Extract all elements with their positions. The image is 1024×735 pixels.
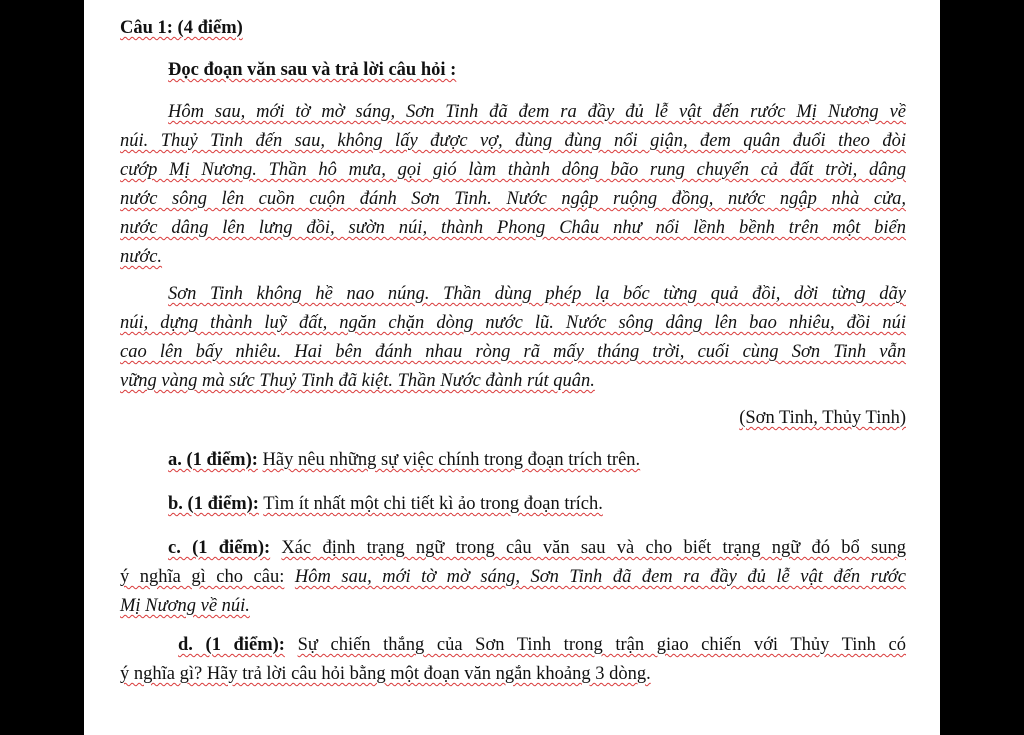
passage-line: nước dâng lên lưng đồi, sườn núi, thành Phong Châu như nổi lềnh bềnh trên một biển: [120, 218, 906, 238]
part-c-text: Xác định trạng ngữ trong câu văn sau và cho biết trạng ngữ đó bổ sung: [281, 538, 906, 558]
part-b: [120, 490, 906, 519]
passage-source: (Sơn Tinh, Thủy Tinh): [739, 408, 906, 428]
passage-line: Hôm sau, mới tờ mờ sáng, Sơn Tinh đã đem ra đầy đủ lễ vật đến rước Mị Nương về: [168, 102, 906, 122]
part-a-text: Hãy nêu những sự việc chính trong đoạn trích trên.: [262, 450, 641, 470]
part-b-text: Tìm ít nhất một chi tiết kì ảo trong đoạn trích.: [263, 494, 603, 514]
part-d-line-2: ý nghĩa gì? Hãy trả lời câu hỏi bằng một đoạn văn ngắn khoảng 3 dòng.: [120, 664, 651, 684]
question-title: Câu 1: (4 điểm): [120, 18, 243, 38]
passage-line: Sơn Tinh không hề nao núng. Thần dùng phép lạ bốc từng quả đồi, dời từng dãy: [168, 284, 906, 304]
passage-line: núi. Thuỷ Tinh đến sau, không lấy được vợ, đùng đùng nổi giận, đem quân đuổi theo đòi: [120, 131, 906, 151]
passage-line: nước sông lên cuồn cuộn đánh Sơn Tinh. Nước ngập ruộng đồng, nước ngập nhà cửa,: [120, 189, 906, 209]
part-c-quote: Hôm sau, mới tờ mờ sáng, Sơn Tinh đã đem ra đầy đủ lễ vật đến rước: [294, 567, 907, 587]
part-c-quote-end: Mị Nương về núi.: [120, 596, 250, 616]
part-d-line-1: [120, 631, 906, 660]
passage-line: nước.: [120, 247, 163, 267]
instruction: Đọc đoạn văn sau và trả lời câu hỏi :: [168, 60, 457, 80]
passage-line: vững vàng mà sức Thuỷ Tinh đã kiệt. Thần Nước đành rút quân.: [120, 371, 595, 391]
part-d-text: Sự chiến thắng của Sơn Tinh trong trận giao chiến với Thủy Tinh có: [297, 635, 907, 655]
passage-line: cướp Mị Nương. Thần hô mưa, gọi gió làm thành dông bão rung chuyển cả đất trời, dâng: [120, 160, 906, 180]
part-c: [120, 534, 906, 621]
part-c-text-2: ý nghĩa gì cho câu:: [120, 567, 285, 587]
part-d-label: d. (1 điểm):: [178, 635, 285, 655]
passage-line: núi, dựng thành luỹ đất, ngăn chặn dòng nước lũ. Nước sông dâng lên bao nhiêu, đồi núi: [120, 313, 906, 333]
passage-paragraph-1: [120, 98, 906, 272]
part-d: [120, 631, 906, 689]
document-page: [84, 0, 940, 735]
document-content: [120, 14, 906, 689]
part-a-label: a. (1 điểm):: [168, 450, 258, 470]
part-c-label: c. (1 điểm):: [168, 538, 271, 558]
part-c-line-1: [120, 534, 906, 563]
part-c-line-2: [120, 563, 906, 592]
part-b-label: b. (1 điểm):: [168, 494, 259, 514]
passage-paragraph-2: [120, 280, 906, 396]
passage-line: cao lên bấy nhiêu. Hai bên đánh nhau ròng rã mấy tháng trời, cuối cùng Sơn Tinh vẫn: [120, 342, 906, 362]
part-a: [120, 446, 906, 475]
